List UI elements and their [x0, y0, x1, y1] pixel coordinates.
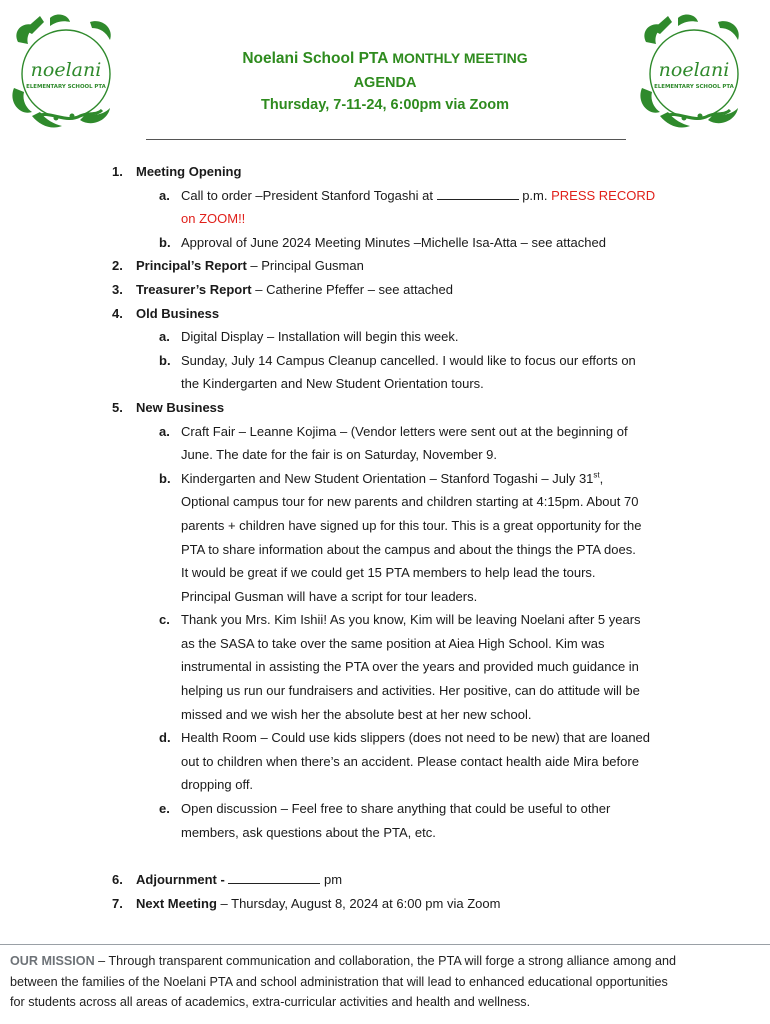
agenda-subitem: c. Thank you Mrs. Kim Ishii! As you know, Kim will be leaving Noelani after 5 years	[159, 612, 641, 628]
agenda-heading: AGENDA	[353, 75, 417, 91]
logo-subtext: ELEMENTARY SCHOOL PTA	[26, 84, 106, 90]
agenda-item-6: 6. Adjournment - pm	[112, 872, 343, 888]
agenda-subitem: d. Health Room – Could use kids slippers (does not need to be new) that are loaned	[159, 730, 651, 746]
time-blank	[437, 187, 519, 200]
meeting-date: Thursday, 7-11-24, 6:00pm via Zoom	[261, 97, 509, 113]
agenda-subitem: e. Open discussion – Feel free to share anything that could be useful to other	[159, 801, 611, 817]
mission-heading: OUR MISSION	[10, 954, 95, 968]
agenda-subitem: b. Kindergarten and New Student Orientation – Stanford Togashi – July 31st,	[159, 470, 604, 486]
agenda-subitem: a. Call to order –President Stanford Togashi at p.m. PRESS RECORD	[159, 187, 656, 203]
pta-logo-right	[638, 12, 748, 134]
logo-wordmark: noelani	[658, 59, 730, 81]
record-alert: PRESS RECORD	[551, 187, 656, 203]
adjournment-blank	[228, 871, 320, 884]
agenda-subitem: b. Sunday, July 14 Campus Cleanup cancelled. I would like to focus our efforts on	[159, 352, 636, 368]
agenda-subitem: a. Digital Display – Installation will begin this week.	[159, 329, 459, 345]
agenda-item-4: 4. Old Business	[112, 305, 220, 321]
agenda-subitem: b. Approval of June 2024 Meeting Minutes –Michelle Isa-Atta – see attached	[159, 234, 606, 250]
logo-subtext: ELEMENTARY SCHOOL PTA	[654, 84, 734, 90]
pta-logo-left	[10, 12, 120, 134]
agenda-item-5: 5. New Business	[112, 399, 225, 415]
agenda-item-3: 3. Treasurer’s Report – Catherine Pfeffer – see attached	[112, 281, 454, 297]
title-meeting: MONTHLY MEETING	[388, 50, 528, 66]
title-school-name: Noelani School PTA	[242, 50, 389, 67]
agenda-list: 1. Meeting Opening a. Call to order –President Stanford Togashi at p.m. PRESS RECORD on ZOOM!! b. Approval of June 2024 Meeting Minutes –Michelle Isa-Atta – see attached 2. Principal’s Report – Principal Gusman 3. Treasurer’s Report – Catherine Pfeffer – see attached 4. Old Business a. Digital Display – Installation will begin this week. b. Sunday, July 14 Campus Cleanup cancelled. I would like to focus our efforts on the Kindergarten and New Student Orientation tours. 5. New Business a. Craft Fair – Leanne Kojima – (Vendor letters were sent out at the beginning of June. The date for the fair is on Saturday, November 9. b. Kindergarten and New Student Orientation – Stanford Togashi – July 31st, Optional campus tour for new parents and children starting at 4:15pm. About 70 parents + children have signed up for this tour. This is a great opportunity for the PTA to share information about the campus and about the things the PTA does. It would be great if we could get 15 PTA members to help lead the tours. Principal Gusman will have a script for tour leaders. c. Thank you Mrs. Kim Ishii! As you know, Kim will be leaving Noelani after 5 years as the SASA to take over the same position at Aiea High School. Kim was instrumental in assisting the PTA over the years and provided much guidance in helping us run our fundraisers and activities. Her positive, can do attitude will be missed and we wish her the absolute best at her new school. d. Health Room – Could use kids slippers (does not need to be new) that are loaned out to children when there’s an accident. Please contact health aide Mira before dropping off. e. Open discussion – Feel free to share anything that could be useful to other members, ask questions about the PTA, etc. 6. Adjournment - pm 7. Next Meeting – Thursday, August 8, 2024 at 6:00 pm via Zoom	[0, 160, 770, 915]
agenda-item-7: 7. Next Meeting – Thursday, August 8, 2024 at 6:00 pm via Zoom	[112, 895, 501, 911]
document-title	[0, 50, 770, 68]
record-alert-cont: on ZOOM!!	[181, 211, 246, 227]
agenda-item-1: 1. Meeting Opening	[112, 164, 242, 179]
agenda-subitem: a. Craft Fair – Leanne Kojima – (Vendor letters were sent out at the beginning of	[159, 423, 628, 439]
mission-statement: OUR MISSION – Through transparent communication and collaboration, the PTA will forge a strong alliance among and between the families of the Noelani PTA and school administration that will lead to enhanced educational opportunities for students across all areas of academics, extra-curricular activities and health and wellness.	[0, 944, 770, 1024]
title-divider	[146, 139, 626, 140]
agenda-item-2: 2. Principal’s Report – Principal Gusman	[112, 258, 364, 274]
logo-wordmark: noelani	[30, 59, 102, 81]
